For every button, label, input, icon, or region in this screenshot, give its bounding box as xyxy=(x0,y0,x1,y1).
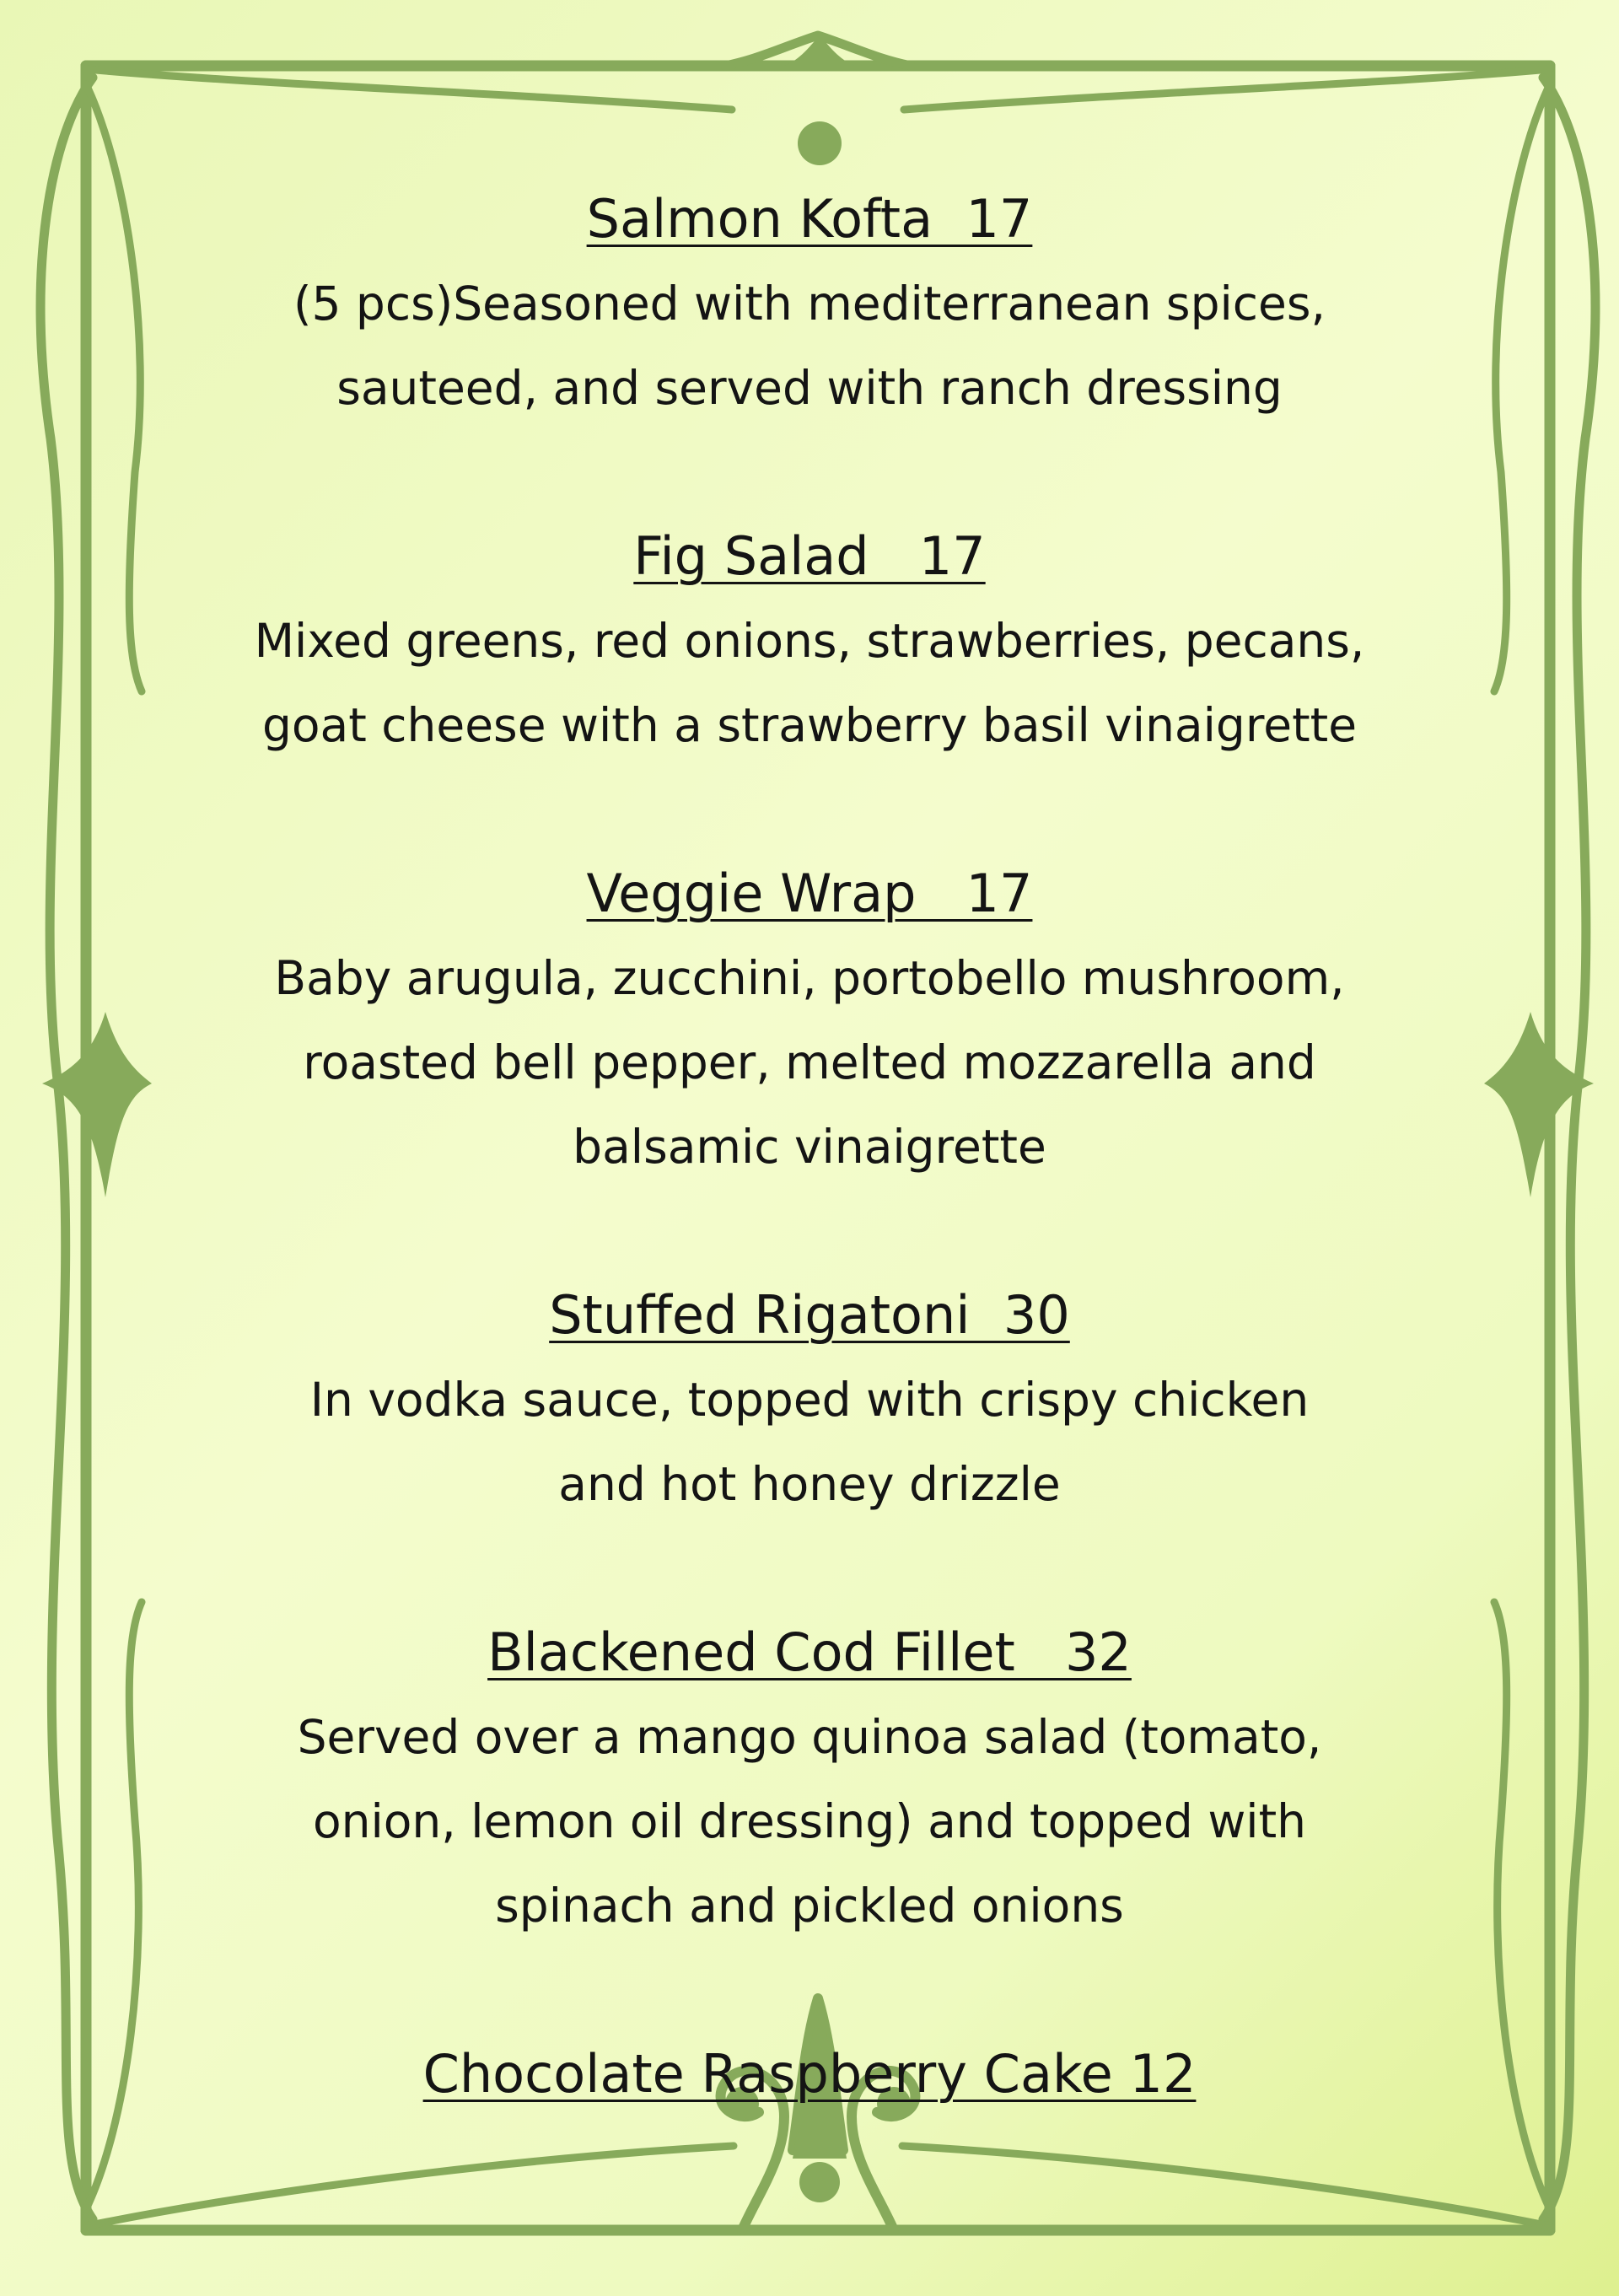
menu-item-title: Chocolate Raspberry Cake 12 xyxy=(422,2043,1197,2105)
menu-item-title: Stuffed Rigatoni 30 xyxy=(549,1284,1070,1346)
description-line: and hot honey drizzle xyxy=(558,1457,1061,1511)
description-line: sauteed, and served with ranch dressing xyxy=(336,361,1283,415)
menu-item-description xyxy=(135,1358,1484,1526)
description-line: onion, lemon oil dressing) and topped with xyxy=(312,1794,1306,1848)
menu-item-title: Fig Salad 17 xyxy=(633,525,986,587)
menu-item xyxy=(135,852,1484,1189)
menu-item-title: Veggie Wrap 17 xyxy=(586,863,1033,924)
menu-item xyxy=(135,1273,1484,1526)
menu-item-description xyxy=(135,936,1484,1189)
description-line: roasted bell pepper, melted mozzarella and xyxy=(303,1035,1316,1089)
description-line: goat cheese with a strawberry basil vinaigrette xyxy=(261,698,1358,752)
description-line: spinach and pickled onions xyxy=(495,1879,1124,1933)
description-line: Mixed greens, red onions, strawberries, pecans, xyxy=(254,614,1365,668)
menu-list xyxy=(135,177,1484,2116)
menu-item-description xyxy=(135,599,1484,767)
description-line: balsamic vinaigrette xyxy=(573,1120,1046,1174)
description-line: Served over a mango quinoa salad (tomato, xyxy=(297,1710,1322,1764)
menu-item xyxy=(135,1610,1484,1948)
menu-item-description xyxy=(135,1695,1484,1948)
description-line: (5 pcs)Seasoned with mediterranean spices, xyxy=(293,277,1326,331)
menu-item-title: Blackened Cod Fillet 32 xyxy=(487,1621,1132,1683)
menu-item xyxy=(135,177,1484,430)
description-line: Baby arugula, zucchini, portobello mushroom, xyxy=(274,951,1345,1005)
description-line: In vodka sauce, topped with crispy chicken xyxy=(309,1373,1310,1427)
menu-item xyxy=(135,2032,1484,2116)
menu-item xyxy=(135,514,1484,767)
menu-item-description xyxy=(135,261,1484,430)
menu-item-title: Salmon Kofta 17 xyxy=(586,188,1033,250)
